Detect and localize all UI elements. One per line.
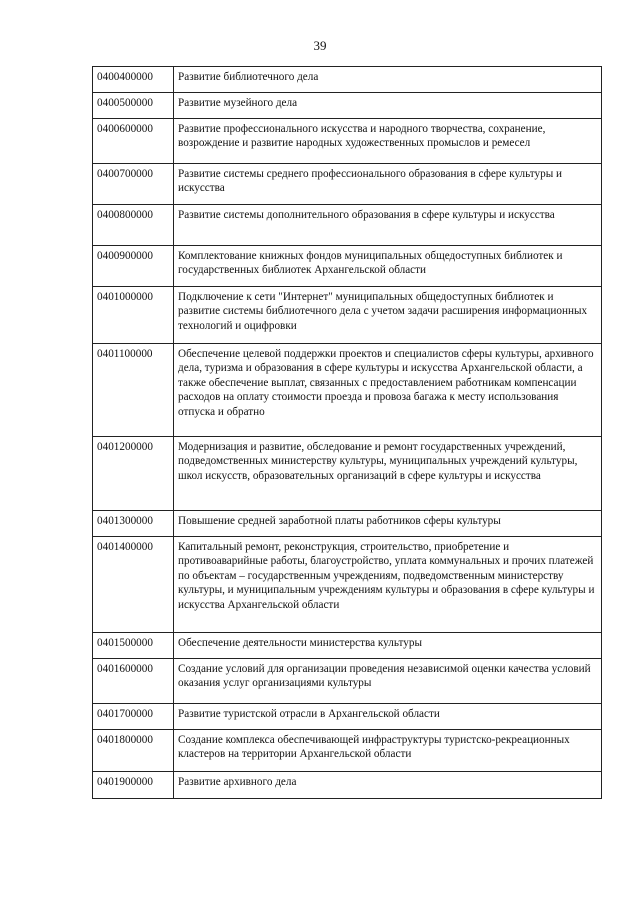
table-row [93,633,602,659]
budget-code-table [92,66,602,799]
table-row [93,730,602,772]
code-cell: 0401900000 [93,772,174,799]
name-cell: Развитие системы дополнительного образования в сфере культуры и искусства [174,205,602,246]
name-cell: Повышение средней заработной платы работников сферы культуры [174,511,602,537]
name-cell: Модернизация и развитие, обследование и ремонт государственных учреждений, подведомственных министерству культуры, муниципальных учреждений культуры, школ искусств, образовательных организаций в сфере культуры и искусства [174,437,602,511]
table-row [93,511,602,537]
name-cell: Комплектование книжных фондов муниципальных общедоступных библиотек и государственных библиотек Архангельской области [174,246,602,287]
code-cell: 0400800000 [93,205,174,246]
code-cell: 0401000000 [93,287,174,344]
code-cell: 0400400000 [93,67,174,93]
name-cell: Развитие туристской отрасли в Архангельской области [174,704,602,730]
table-row [93,344,602,437]
name-cell: Создание комплекса обеспечивающей инфраструктуры туристско-рекреационных кластеров на территории Архангельской области [174,730,602,772]
name-cell: Обеспечение деятельности министерства культуры [174,633,602,659]
name-cell: Обеспечение целевой поддержки проектов и специалистов сферы культуры, архивного дела, туризма и образования в сфере культуры и искусства Архангельской области, а также обеспечение выплат, связанных с предоставлением работникам компенсации расходов на оплату стоимости проезда и провоза багажа к месту использования отпуска и обратно [174,344,602,437]
code-cell: 0401200000 [93,437,174,511]
name-cell: Развитие библиотечного дела [174,67,602,93]
name-cell: Капитальный ремонт, реконструкция, строительство, приобретение и противоаварийные работы, благоустройство, уплата коммунальных и прочих платежей по объектам – государственным учреждениям, подведомственным министерству культуры, и муниципальным учреждениям культуры и образования в сфере культуры и искусства Архангельской области [174,537,602,633]
name-cell: Развитие системы среднего профессионального образования в сфере культуры и искусства [174,164,602,205]
code-cell: 0401500000 [93,633,174,659]
name-cell: Подключение к сети "Интернет" муниципальных общедоступных библиотек и развитие системы библиотечного дела с учетом задачи расширения информационных технологий и оцифровки [174,287,602,344]
code-cell: 0401800000 [93,730,174,772]
code-cell: 0401300000 [93,511,174,537]
table-row [93,437,602,511]
name-cell: Создание условий для организации проведения независимой оценки качества условий оказания услуг организациями культуры [174,659,602,704]
code-cell: 0400500000 [93,93,174,119]
code-cell: 0401100000 [93,344,174,437]
code-cell: 0400600000 [93,119,174,164]
table-row [93,205,602,246]
table-row [93,119,602,164]
table-row [93,537,602,633]
code-cell: 0400700000 [93,164,174,205]
table-row [93,659,602,704]
page-number: 39 [313,38,327,53]
table-row [93,287,602,344]
name-cell: Развитие профессионального искусства и народного творчества, сохранение, возрождение и развитие народных художественных промыслов и ремесел [174,119,602,164]
table-row [93,772,602,799]
name-cell: Развитие архивного дела [174,772,602,799]
table-row [93,704,602,730]
table-row [93,164,602,205]
code-cell: 0401400000 [93,537,174,633]
code-cell: 0401600000 [93,659,174,704]
table-row [93,246,602,287]
code-cell: 0401700000 [93,704,174,730]
table-row [93,67,602,93]
table-row [93,93,602,119]
name-cell: Развитие музейного дела [174,93,602,119]
code-cell: 0400900000 [93,246,174,287]
